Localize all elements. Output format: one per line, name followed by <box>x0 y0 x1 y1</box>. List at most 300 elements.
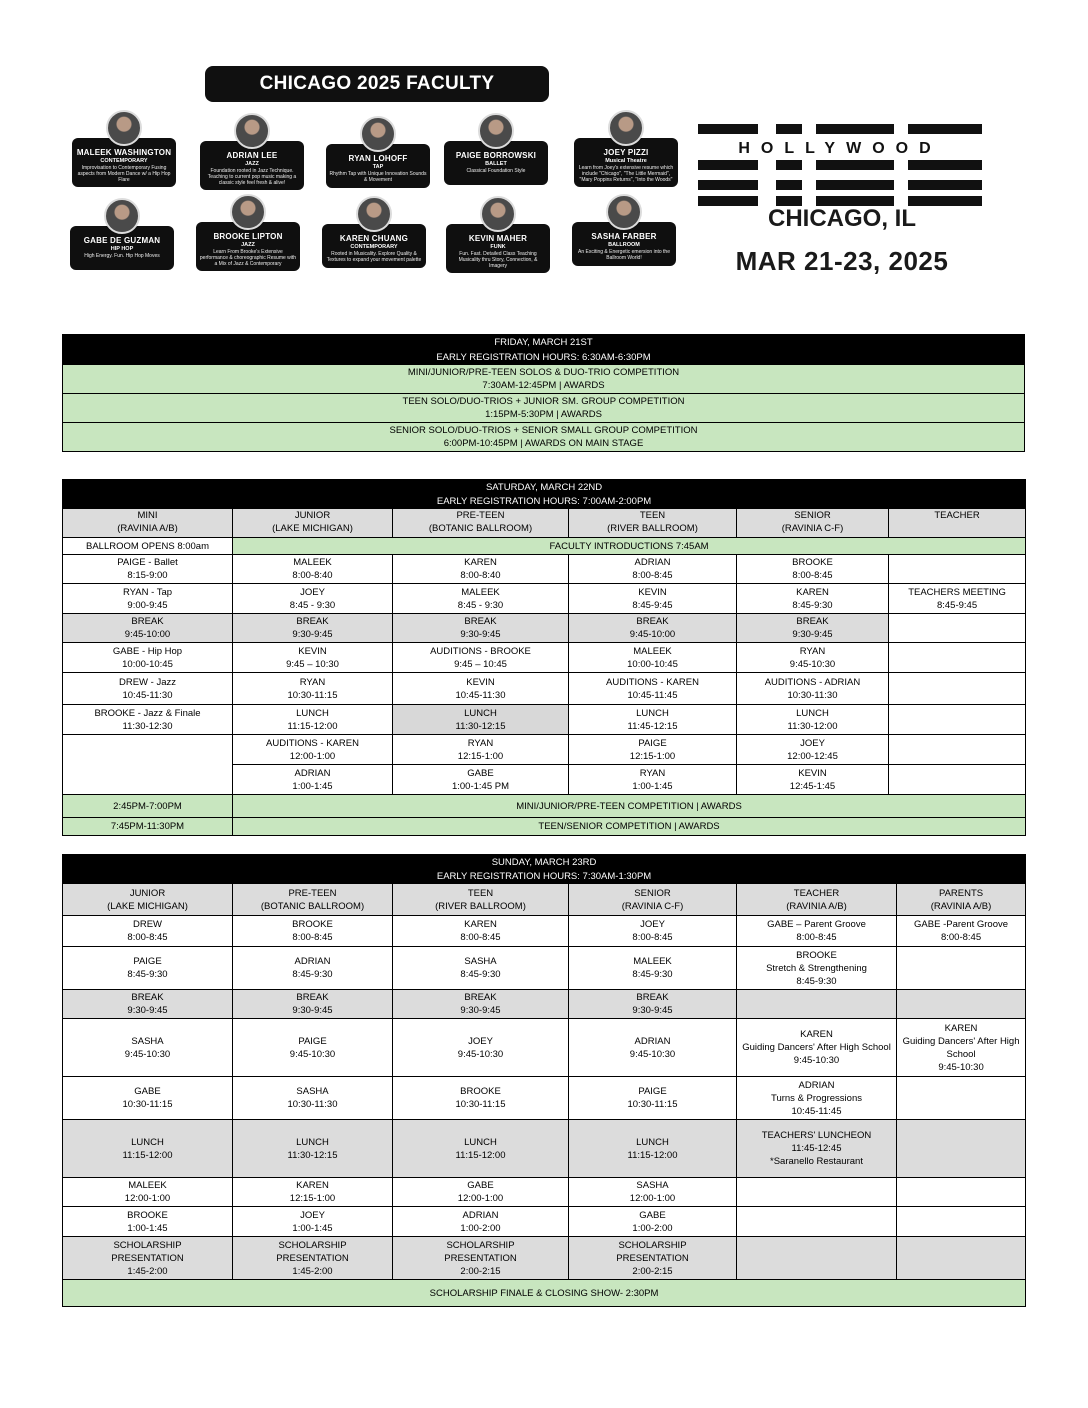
faculty-avatar <box>234 113 270 149</box>
cell-line: 12:00-1:00 <box>289 750 336 762</box>
friday-event <box>63 394 1025 423</box>
cell-line: 1:45-2:00 <box>127 1265 168 1277</box>
saturday-row <box>63 555 1026 584</box>
cell-line: ADRIAN <box>634 1035 671 1047</box>
cell-line: 9:45-10:30 <box>938 1061 984 1073</box>
cell-line: PARENTS <box>938 887 984 899</box>
cell-line: SENIOR <box>634 887 671 899</box>
schedule-cell <box>889 614 1026 643</box>
cell-line: 10:00-10:45 <box>627 658 678 670</box>
cell-line: 9:00-9:45 <box>127 599 168 611</box>
schedule-cell <box>569 1237 737 1280</box>
schedule-cell <box>393 990 569 1019</box>
cell-line: ADRIAN <box>294 956 331 967</box>
cell-line: SCHOLARSHIP <box>278 1239 347 1251</box>
cell-line: RYAN <box>799 645 826 657</box>
cell-line: MINI/JUNIOR/PRE-TEEN SOLOS & DUO-TRIO COMPETITION <box>407 367 680 378</box>
competition-title: MINI/JUNIOR/PRE-TEEN COMPETITION | AWARDS <box>233 795 1026 818</box>
schedule-cell <box>393 1237 569 1280</box>
cell-line: TEACHER <box>793 887 840 899</box>
cell-line: 11:30-12:15 <box>455 720 506 732</box>
column-header <box>233 884 393 916</box>
faculty-avatar <box>478 113 514 149</box>
saturday-competition-row <box>63 795 1026 818</box>
faculty-card <box>72 110 176 187</box>
friday-row <box>63 423 1025 452</box>
cell-line: BROOKE <box>796 949 837 961</box>
schedule-cell <box>897 1019 1026 1077</box>
cell-line: 8:00-8:45 <box>292 932 333 943</box>
cell-line: 12:00-1:00 <box>124 1193 171 1204</box>
schedule-cell <box>393 1077 569 1120</box>
schedule-cell <box>737 1019 897 1077</box>
saturday-registration: EARLY REGISTRATION HOURS: 7:00AM-2:00PM <box>63 495 1026 509</box>
cell-line: AUDITIONS - KAREN <box>606 676 699 688</box>
faculty-avatar <box>356 196 392 232</box>
cell-line: 9:30-9:45 <box>292 629 333 640</box>
schedule-cell <box>897 1178 1026 1207</box>
cell-line: 8:45-9:45 <box>936 599 978 611</box>
faculty-card <box>446 196 550 273</box>
schedule-cell <box>233 990 393 1019</box>
schedule-cell <box>63 614 233 643</box>
cell-line: AUDITIONS - ADRIAN <box>764 676 861 688</box>
schedule-cell <box>393 916 569 947</box>
saturday-title: SATURDAY, MARCH 22ND <box>63 480 1026 495</box>
faculty-description: Fun. Fast. Detailed Class Teaching Musicality thru Story, Connection, & Imagery <box>458 251 538 269</box>
schedule-cell <box>569 614 737 643</box>
cell-line: (LAKE MICHIGAN) <box>272 523 353 534</box>
faculty-description: Classical Foundation Style <box>466 168 526 174</box>
cell-line: JOEY <box>300 586 325 598</box>
schedule-cell <box>393 947 569 990</box>
friday-registration: EARLY REGISTRATION HOURS: 6:30AM-6:30PM <box>63 350 1025 365</box>
schedule-cell <box>233 1120 393 1178</box>
cell-line: ADRIAN <box>462 1209 499 1221</box>
schedule-cell <box>63 1237 233 1280</box>
schedule-cell <box>889 584 1026 614</box>
schedule-cell <box>569 916 737 947</box>
cell-line: 10:00-10:45 <box>122 658 173 670</box>
schedule-cell <box>393 643 569 673</box>
saturday-competition-row <box>63 818 1026 836</box>
cell-line: MALEEK <box>633 956 672 967</box>
cell-line: MALEEK <box>461 586 500 598</box>
cell-line: KAREN <box>464 557 497 568</box>
friday-title: FRIDAY, MARCH 21ST <box>63 335 1025 350</box>
sunday-registration: EARLY REGISTRATION HOURS: 7:30AM-1:30PM <box>63 870 1026 884</box>
cell-line: KEVIN <box>638 586 667 598</box>
schedule-cell <box>569 584 737 614</box>
cell-line: 9:45-10:30 <box>629 1048 676 1060</box>
cell-line: 10:30-11:15 <box>627 1099 678 1110</box>
cell-line: 1:00-1:45 <box>292 1222 333 1234</box>
cell-line: (RIVER BALLROOM) <box>435 900 526 912</box>
column-header <box>569 509 737 538</box>
schedule-cell <box>393 1120 569 1178</box>
cell-line: 10:30-11:30 <box>287 1099 338 1110</box>
sunday-schedule-table <box>62 854 1026 1307</box>
cell-line: 12:15-1:00 <box>629 750 676 762</box>
schedule-cell <box>569 1019 737 1077</box>
cell-line: 9:30-9:45 <box>460 629 501 640</box>
cell-line: 9:30-9:45 <box>632 1005 673 1016</box>
faculty-description: An Exciting & Energetic emersion into the Ballroom World! <box>578 249 670 261</box>
sunday-row <box>63 1237 1026 1280</box>
faculty-avatar <box>230 194 266 230</box>
cell-line: 11:30-12:30 <box>122 720 173 732</box>
cell-line: 10:45-11:45 <box>627 689 678 701</box>
cell-line: 2:00-2:15 <box>460 1265 501 1277</box>
schedule-cell <box>233 1178 393 1207</box>
faculty-description: Improvisation to Contemporary Fusing aspects from Modern Dance w/ a Hip Hop Flare <box>77 165 171 183</box>
schedule-cell <box>897 1120 1026 1178</box>
cell-line: KEVIN <box>298 645 327 657</box>
competition-time: 2:45PM-7:00PM <box>63 795 233 818</box>
cell-line: GABE <box>134 1086 161 1097</box>
schedule-cell <box>737 673 889 705</box>
schedule-cell <box>393 1178 569 1207</box>
schedule-cell <box>569 643 737 673</box>
cell-line: ADRIAN <box>634 557 671 568</box>
cell-line: Guiding Dancers' After High School <box>742 1042 891 1053</box>
cell-line: 9:30-9:45 <box>127 1005 168 1016</box>
cell-line: LUNCH <box>464 1136 497 1148</box>
cell-line: JUNIOR <box>129 887 166 899</box>
faculty-style: TAP <box>372 164 384 170</box>
cell-line: KAREN <box>296 1180 329 1191</box>
cell-line: 8:00-8:45 <box>632 932 673 943</box>
schedule-cell <box>63 1178 233 1207</box>
hollywood-vibe-logo <box>698 124 982 206</box>
schedule-cell <box>737 765 889 795</box>
cell-line: 12:15-1:00 <box>457 750 504 762</box>
cell-line: 1:15PM-5:30PM | AWARDS <box>485 409 602 420</box>
cell-line: RYAN - Tap <box>122 586 173 598</box>
schedule-cell <box>897 1077 1026 1120</box>
faculty-description: Learn From Brooke's Extensive performance & choreographic Resume with a Mix of Jazz & Contemporary <box>199 249 297 267</box>
faculty-description: High Energy. Fun. Hip Hop Moves <box>84 253 160 259</box>
cell-line: JOEY <box>468 1035 493 1047</box>
cell-line: PAIGE - Ballet <box>117 557 178 568</box>
schedule-cell <box>393 1019 569 1077</box>
cell-line: 12:00-1:00 <box>629 1193 676 1204</box>
cell-line: RYAN <box>639 767 666 779</box>
cell-line: 10:30-11:30 <box>787 689 838 701</box>
schedule-cell <box>737 947 897 990</box>
cell-line: (LAKE MICHIGAN) <box>107 900 188 912</box>
schedule-cell <box>63 1019 233 1077</box>
cell-line: JUNIOR <box>294 510 331 521</box>
cell-line: (RAVINIA A/B) <box>930 900 992 912</box>
faculty-style: HIP HOP <box>110 246 134 252</box>
friday-row <box>63 365 1025 394</box>
cell-line: KAREN <box>800 1029 833 1040</box>
cell-line: TEEN <box>467 887 494 899</box>
cell-line: 12:00-12:45 <box>787 750 838 762</box>
faculty-name: SASHA FARBER <box>591 232 657 241</box>
cell-line: JOEY <box>300 1209 325 1221</box>
cell-line: GABE <box>467 1180 494 1191</box>
cell-line: BREAK <box>464 616 497 627</box>
faculty-card <box>574 110 678 187</box>
cell-line: 8:45-9:30 <box>796 975 837 987</box>
schedule-cell <box>897 916 1026 947</box>
schedule-cell <box>393 705 569 735</box>
sunday-row <box>63 990 1026 1019</box>
event-city: CHICAGO, IL <box>768 205 916 232</box>
cell-line: PAIGE <box>133 956 162 967</box>
cell-line: GABE – Parent Groove <box>767 919 866 930</box>
cell-line: 9:45 – 10:45 <box>454 658 507 670</box>
cell-line: 1:00-1:45 <box>292 780 333 792</box>
cell-line: SASHA <box>464 956 497 967</box>
cell-line: LUNCH <box>636 1136 669 1148</box>
cell-line: SCHOLARSHIP <box>446 1239 515 1251</box>
cell-line: KEVIN <box>466 676 495 688</box>
cell-line: 9:45-10:00 <box>629 629 676 640</box>
cell-line: 8:00-8:40 <box>460 570 501 581</box>
schedule-cell <box>63 1207 233 1237</box>
schedule-cell <box>233 1019 393 1077</box>
cell-line: RYAN <box>299 676 326 688</box>
cell-line: (RIVER BALLROOM) <box>607 523 698 534</box>
schedule-cell <box>737 705 889 735</box>
faculty-style: CONTEMPORARY <box>350 244 398 250</box>
schedule-cell <box>889 705 1026 735</box>
cell-line: Turns & Progressions <box>771 1092 862 1104</box>
cell-line: 9:30-9:45 <box>292 1005 333 1016</box>
cell-line: (BOTANIC BALLROOM) <box>260 900 365 912</box>
schedule-cell <box>233 555 393 584</box>
saturday-schedule-table <box>62 479 1026 836</box>
schedule-cell <box>63 916 233 947</box>
cell-line: PRESENTATION <box>616 1252 689 1264</box>
cell-line: 8:00-8:45 <box>127 932 168 943</box>
column-header <box>897 884 1026 916</box>
cell-line: 9:45-10:30 <box>789 658 836 670</box>
faculty-avatar <box>106 110 142 146</box>
schedule-cell <box>569 1207 737 1237</box>
faculty-name: JOEY PIZZI <box>603 148 649 157</box>
schedule-cell <box>889 643 1026 673</box>
cell-line: 10:30-11:15 <box>122 1099 173 1110</box>
cell-line: 10:45-11:30 <box>122 689 173 701</box>
cell-line: 11:30-12:00 <box>787 720 838 732</box>
column-header <box>889 509 1026 538</box>
cell-line: BREAK <box>636 992 669 1003</box>
schedule-cell <box>233 705 393 735</box>
cell-line: 11:45-12:45 <box>791 1143 842 1154</box>
schedule-cell <box>897 1237 1026 1280</box>
cell-line: 8:15-9:00 <box>127 570 168 581</box>
schedule-cell <box>569 1178 737 1207</box>
schedule-cell <box>233 1237 393 1280</box>
cell-line: 10:30-11:15 <box>287 689 338 701</box>
cell-line: RYAN <box>467 737 494 749</box>
schedule-cell <box>737 555 889 584</box>
cell-line: KAREN <box>464 919 497 930</box>
schedule-cell <box>737 916 897 947</box>
schedule-cell <box>569 673 737 705</box>
schedule-cell <box>569 990 737 1019</box>
cell-line: 8:00-8:45 <box>796 932 837 943</box>
saturday-row <box>63 735 1026 765</box>
closing-show: SCHOLARSHIP FINALE & CLOSING SHOW- 2:30PM <box>63 1280 1026 1307</box>
faculty-name: PAIGE BORROWSKI <box>455 151 537 160</box>
faculty-avatar <box>606 194 642 230</box>
cell-line: 12:15-1:00 <box>289 1193 336 1204</box>
cell-line: 9:45-10:00 <box>124 629 171 640</box>
cell-line: BREAK <box>131 616 164 627</box>
schedule-cell <box>233 916 393 947</box>
cell-line: 10:45-11:30 <box>455 689 506 701</box>
cell-line: TEACHERS MEETING <box>908 586 1006 598</box>
cell-line: DREW <box>132 919 163 930</box>
schedule-cell <box>889 673 1026 705</box>
cell-line: BREAK <box>796 616 829 627</box>
cell-line: 8:45-9:30 <box>460 969 501 980</box>
cell-line: MALEEK <box>128 1180 167 1191</box>
cell-line: 8:45-9:30 <box>292 969 333 980</box>
cell-line: ADRIAN <box>294 767 331 779</box>
schedule-cell-empty <box>63 735 233 795</box>
cell-line: GABE -Parent Groove <box>914 919 1009 930</box>
sunday-row <box>63 916 1026 947</box>
cell-line: KAREN <box>796 586 829 598</box>
cell-line: 9:45 – 10:30 <box>286 658 339 670</box>
cell-line: LUNCH <box>636 707 669 719</box>
schedule-cell <box>63 705 233 735</box>
faculty-introductions: FACULTY INTRODUCTIONS 7:45AM <box>233 538 1026 555</box>
schedule-cell <box>737 1178 897 1207</box>
faculty-style: FUNK <box>490 244 506 250</box>
faculty-card <box>326 116 430 188</box>
friday-event <box>63 365 1025 394</box>
schedule-cell <box>63 947 233 990</box>
schedule-cell <box>889 555 1026 584</box>
cell-line: MINI <box>137 510 158 521</box>
column-header <box>569 884 737 916</box>
schedule-cell <box>569 765 737 795</box>
saturday-column-headers <box>63 509 1026 538</box>
column-header <box>233 509 393 538</box>
cell-line: BREAK <box>296 992 329 1003</box>
cell-line: 9:45-10:30 <box>289 1048 336 1060</box>
cell-line: BROOKE <box>292 919 333 930</box>
schedule-cell <box>569 1077 737 1120</box>
faculty-avatar <box>104 198 140 234</box>
faculty-description: Rhythm Tap with Unique Innovation Sounds & Movement <box>329 171 427 183</box>
cell-line: 8:45 - 9:30 <box>289 599 336 611</box>
faculty-name: ADRIAN LEE <box>226 151 278 160</box>
cell-line: 9:45-10:30 <box>793 1055 840 1066</box>
cell-line: 11:15-12:00 <box>287 720 338 732</box>
column-header <box>63 884 233 916</box>
cell-line: 11:15-12:00 <box>455 1149 506 1161</box>
cell-line: (RAVINIA A/B) <box>786 900 847 912</box>
schedule-cell <box>569 705 737 735</box>
cell-line: 8:45-9:30 <box>792 599 833 611</box>
cell-line: PRE-TEEN <box>456 510 505 521</box>
schedule-cell <box>737 643 889 673</box>
cell-line: MALEEK <box>293 557 332 568</box>
cell-line: PRESENTATION <box>111 1252 184 1264</box>
cell-line: JOEY <box>800 737 825 749</box>
sunday-finale-row <box>63 1280 1026 1307</box>
schedule-cell <box>393 735 569 765</box>
cell-line: DREW - Jazz <box>119 676 176 688</box>
cell-line: 8:00-8:45 <box>632 570 673 581</box>
schedule-cell <box>897 1207 1026 1237</box>
cell-line: 11:45-12:15 <box>627 720 678 732</box>
cell-line: SENIOR SOLO/DUO-TRIOS + SENIOR SMALL GROUP COMPETITION <box>389 425 698 436</box>
schedule-cell <box>737 584 889 614</box>
cell-line: GABE <box>639 1209 666 1221</box>
saturday-row <box>63 673 1026 705</box>
saturday-row <box>63 643 1026 673</box>
cell-line: 1:00-2:00 <box>632 1222 673 1234</box>
saturday-row <box>63 584 1026 614</box>
sunday-row <box>63 1178 1026 1207</box>
cell-line: BREAK <box>464 992 497 1003</box>
schedule-cell <box>737 1237 897 1280</box>
schedule-cell <box>233 947 393 990</box>
faculty-name: MALEEK WASHINGTON <box>76 148 172 157</box>
faculty-name: KAREN CHUANG <box>339 234 409 243</box>
cell-line: ADRIAN <box>798 1079 835 1091</box>
faculty-card <box>196 194 300 271</box>
saturday-row <box>63 614 1026 643</box>
schedule-cell <box>889 735 1026 765</box>
schedule-cell <box>737 1120 897 1178</box>
cell-line: PRESENTATION <box>444 1252 517 1264</box>
faculty-description: Learn from Joey's extensive resume which include "Chicago", "The Little Mermaid", "Mary Poppins Returns", "Into the Woods" <box>578 165 674 183</box>
cell-line: PAIGE <box>298 1035 327 1047</box>
schedule-cell <box>233 643 393 673</box>
schedule-cell <box>569 1120 737 1178</box>
column-header <box>393 884 569 916</box>
cell-line: PAIGE <box>638 737 667 749</box>
faculty-style: CONTEMPORARY <box>100 158 148 164</box>
cell-line: 1:45-2:00 <box>292 1265 333 1277</box>
cell-line: BREAK <box>296 616 329 627</box>
schedule-cell <box>63 584 233 614</box>
schedule-cell <box>889 765 1026 795</box>
cell-line: AUDITIONS - BROOKE <box>430 645 531 657</box>
cell-line: *Saranello Restaurant <box>770 1156 863 1167</box>
schedule-cell <box>569 735 737 765</box>
ballroom-opens: BALLROOM OPENS 8:00am <box>63 538 233 555</box>
schedule-cell <box>569 555 737 584</box>
schedule-cell <box>897 990 1026 1019</box>
faculty-style: JAZZ <box>241 242 255 248</box>
logo-top-text: HOLLYWOOD <box>738 140 942 157</box>
faculty-card <box>200 113 304 190</box>
cell-line: PRE-TEEN <box>288 887 337 899</box>
cell-line: 9:30-9:45 <box>792 629 833 640</box>
sunday-column-headers <box>63 884 1026 916</box>
schedule-cell <box>393 614 569 643</box>
cell-line: SCHOLARSHIP <box>618 1239 687 1251</box>
cell-line: SASHA <box>131 1035 164 1047</box>
schedule-cell <box>569 947 737 990</box>
schedule-cell <box>233 673 393 705</box>
cell-line: AUDITIONS - KAREN <box>266 737 359 749</box>
cell-line: SCHOLARSHIP <box>113 1239 182 1251</box>
cell-line: 8:45-9:30 <box>632 969 673 980</box>
schedule-cell <box>393 1207 569 1237</box>
